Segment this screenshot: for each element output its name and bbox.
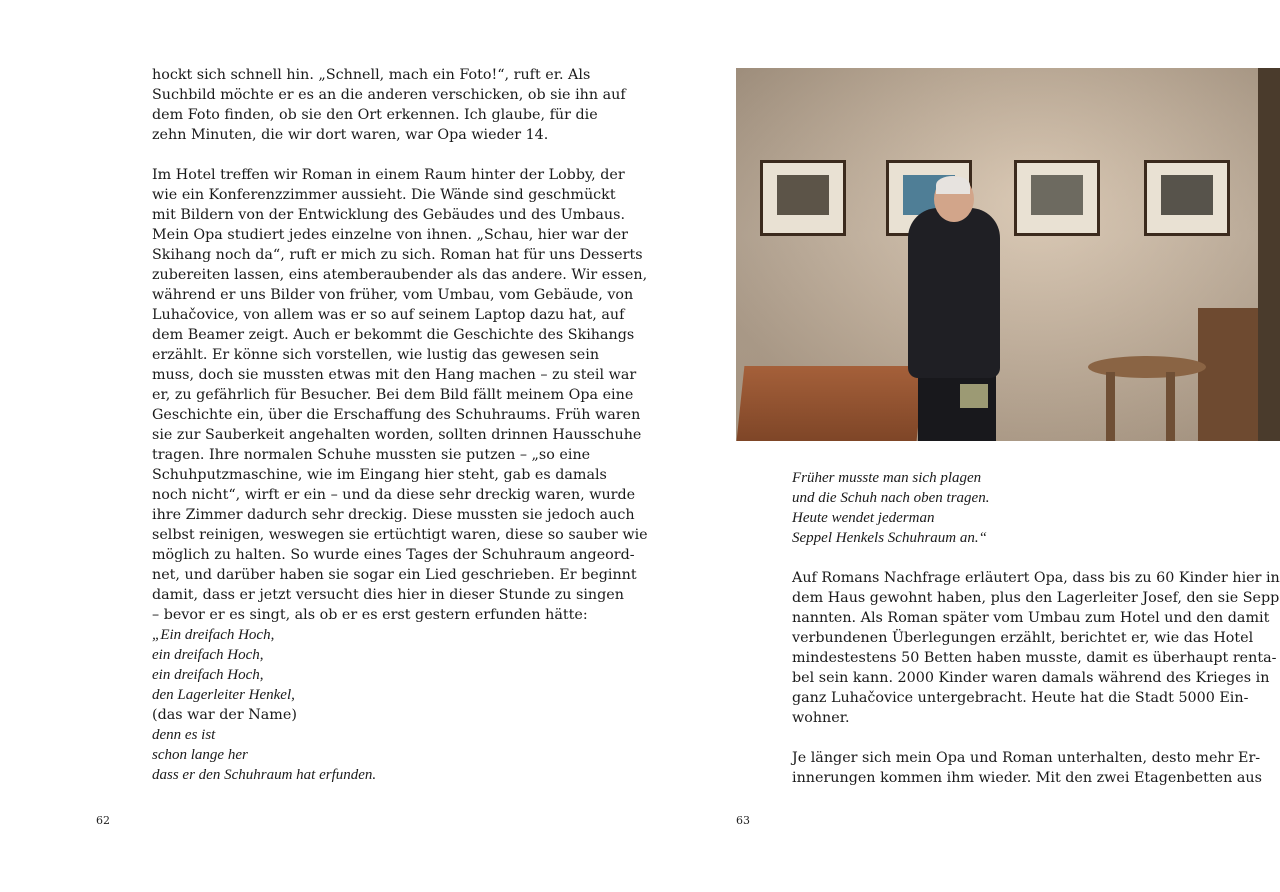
poem-line: und die Schuh nach oben tragen. <box>792 490 990 506</box>
text-line: Mein Opa studiert jedes einzelne von ihnen. „Schau, hier war der <box>152 227 628 243</box>
text-line: verbundenen Überlegungen erzählt, berichtet er, wie das Hotel <box>792 630 1254 646</box>
text-line: zehn Minuten, die wir dort waren, war Opa wieder 14. <box>152 127 549 143</box>
text-line: sie zur Sauberkeit angehalten worden, sollten drinnen Hausschuhe <box>152 427 642 443</box>
text-line: ganz Luhačovice untergebracht. Heute hat die Stadt 5000 Ein- <box>792 690 1249 706</box>
page-number: 63 <box>736 814 750 827</box>
text-line: ihre Zimmer dadurch sehr dreckig. Diese mussten sie jedoch auch <box>152 507 635 523</box>
text-line: erzählt. Er könne sich vorstellen, wie lustig das gewesen sein <box>152 347 600 363</box>
text-line: mit Bildern von der Entwicklung des Gebäudes und des Umbaus. <box>152 207 625 223</box>
text-line: Suchbild möchte er es an die anderen verschicken, ob sie ihn auf <box>152 87 626 103</box>
text-line: Im Hotel treffen wir Roman in einem Raum hinter der Lobby, der <box>152 167 625 183</box>
text-line: Schuhputzmaschine, wie im Eingang hier steht, gab es damals <box>152 467 607 483</box>
text-line: damit, dass er jetzt versucht dies hier in dieser Stunde zu singen <box>152 587 624 603</box>
poem-line: Heute wendet jederman <box>792 510 935 526</box>
text-line: er, zu gefährlich für Besucher. Bei dem Bild fällt meinem Opa eine <box>152 387 634 403</box>
text-line: noch nicht“, wirft er ein – und da diese sehr dreckig waren, wurde <box>152 487 636 503</box>
text-line: net, und darüber haben sie sogar ein Lied geschrieben. Er beginnt <box>152 567 637 583</box>
text-line: Geschichte ein, über die Erschaffung des Schuhraums. Früh waren <box>152 407 641 423</box>
text-line: – bevor er es singt, als ob er es erst gestern erfunden hätte: <box>152 607 588 623</box>
song-line: „Ein dreifach Hoch, <box>152 627 275 643</box>
text-line: Luhačovice, von allem was er so auf seinem Laptop dazu hat, auf <box>152 307 625 323</box>
text-line: wohner. <box>792 710 850 726</box>
text-line: tragen. Ihre normalen Schuhe mussten sie putzen – „so eine <box>152 447 591 463</box>
framed-picture <box>1014 160 1100 236</box>
song-line: (das war der Name) <box>152 707 297 723</box>
song-line: den Lagerleiter Henkel, <box>152 687 295 703</box>
text-line: dem Foto finden, ob sie den Ort erkennen. Ich glaube, für die <box>152 107 598 123</box>
text-line: mindestestens 50 Betten haben musste, damit es überhaupt renta- <box>792 650 1277 666</box>
poem-line: Früher musste man sich plagen <box>792 470 982 486</box>
framed-picture <box>760 160 846 236</box>
text-line: dem Haus gewohnt haben, plus den Lagerleiter Josef, den sie Sepp <box>792 590 1280 606</box>
song-line: dass er den Schuhraum hat erfunden. <box>152 767 377 783</box>
song-line: ein dreifach Hoch, <box>152 667 264 683</box>
text-line: innerungen kommen ihm wieder. Mit den zwei Etagenbetten aus <box>792 770 1262 786</box>
photo-man-viewing-framed-pictures <box>736 68 1280 441</box>
text-line: Auf Romans Nachfrage erläutert Opa, dass bis zu 60 Kinder hier in <box>792 570 1280 586</box>
framed-picture <box>1144 160 1230 236</box>
text-line: während er uns Bilder von früher, vom Umbau, vom Gebäude, von <box>152 287 634 303</box>
text-line: muss, doch sie mussten etwas mit den Hang machen – zu steil war <box>152 367 637 383</box>
text-line: möglich zu halten. So wurde eines Tages der Schuhraum angeord- <box>152 547 635 563</box>
song-line: ein dreifach Hoch, <box>152 647 264 663</box>
text-line: nannten. Als Roman später vom Umbau zum Hotel und den damit <box>792 610 1270 626</box>
text-line: hockt sich schnell hin. „Schnell, mach ein Foto!“, ruft er. Als <box>152 67 591 83</box>
song-line: schon lange her <box>152 747 248 763</box>
page-number: 62 <box>96 814 110 827</box>
text-line: dem Beamer zeigt. Auch er bekommt die Geschichte des Skihangs <box>152 327 635 343</box>
text-line: zubereiten lassen, eins atemberaubender als das andere. Wir essen, <box>152 267 648 283</box>
poem-line: Seppel Henkels Schuhraum an.“ <box>792 530 987 546</box>
song-line: denn es ist <box>152 727 216 743</box>
text-line: Skihang noch da“, ruft er mich zu sich. Roman hat für uns Desserts <box>152 247 643 263</box>
text-line: Je länger sich mein Opa und Roman unterhalten, desto mehr Er- <box>792 750 1261 766</box>
text-line: selbst reinigen, weswegen sie ertüchtigt waren, diese so sauber wie <box>152 527 648 543</box>
text-line: bel sein kann. 2000 Kinder waren damals während des Krieges in <box>792 670 1270 686</box>
text-line: wie ein Konferenzzimmer aussieht. Die Wände sind geschmückt <box>152 187 616 203</box>
